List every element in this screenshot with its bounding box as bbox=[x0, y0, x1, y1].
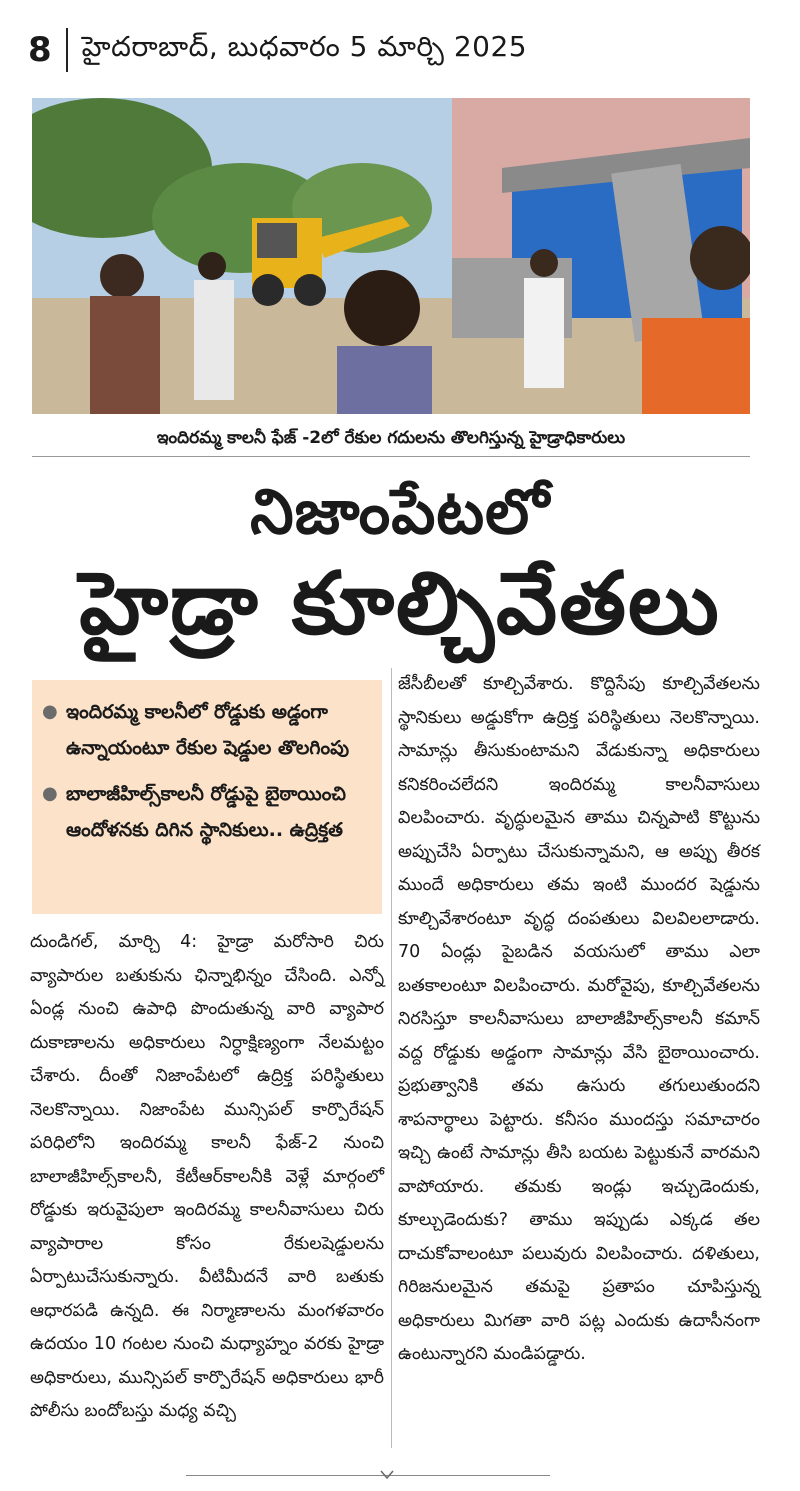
highlights-box bbox=[32, 680, 382, 914]
photo-caption: ఇందిరమ్మ కాలనీ ఫేజ్ -2లో రేకుల గదులను తొలగిస్తున్న హైడ్రాధికారులు bbox=[32, 420, 750, 457]
bullet-icon: ● bbox=[42, 783, 58, 804]
bullet-icon: ● bbox=[42, 701, 58, 722]
news-photo bbox=[32, 98, 750, 414]
column-divider bbox=[391, 668, 392, 1448]
headline-line-1: నిజాంపేటలో bbox=[250, 475, 550, 548]
article-right-column: జేసీబీలతో కూల్చివేశారు. కొద్దిసేపు కూల్చివేతలను స్థానికులు అడ్డుకోగా ఉద్రిక్త పరిస్థితులు నెలకొన్నాయి. సామాన్లు తీసుకుంటామని వేడుకున్నా అధికారులు కనికరించలేదని ఇందిరమ్మ కాలనీవాసులు విలపించారు. వృద్ధులమైన తాము చిన్నపాటి కొట్టును అప్పుచేసి ఏర్పాటు చేసుకున్నామని, ఆ అప్పు తీరక ముందే అధికారులు తమ ఇంటి ముందర షెడ్డును కూల్చివేశారంటూ వృద్ధ దంపతులు విలవిలలాడారు. 70 ఏండ్లు పైబడిన వయసులో తాము ఎలా బతకాలంటూ విలపించారు. మరోవైపు, కూల్చివేతలను నిరసిస్తూ కాలనీవాసులు బాలాజీహిల్స్‌కాలనీ కమాన్ వద్ద రోడ్డుకు అడ్డంగా సామాన్లు వేసి బైఠాయించారు. ప్రభుత్వానికి తమ ఉసురు తగులుతుందని శాపనార్థాలు పెట్టారు. కనీసం ముందస్తు సమాచారం ఇచ్చి ఉంటే సామాన్లు తీసి బయట పెట్టుకునే వారమని వాపోయారు. తమకు ఇండ్లు ఇచ్చుడెందుకు, కూల్చుడెందుకు? తాము ఇప్పుడు ఎక్కడ తల దాచుకోవాలంటూ పలువురు విలపించారు. దళితులు, గిరిజనులమైన తమపై ప్రతాపం చూపిస్తున్న అధికారులు మిగతా వారి పట్ల ఎందుకు ఉదాసీనంగా ఉంటున్నారని మండిపడ్డారు. bbox=[398, 674, 760, 1364]
highlight-text: బాలాజీహిల్స్‌కాలనీ రోడ్డుపై బైఠాయించి ఆందోళనకు దిగిన స్థానికులు.. ఉద్రిక్తత bbox=[66, 783, 346, 841]
chevron-down-icon bbox=[380, 1468, 394, 1482]
page-header bbox=[28, 22, 772, 78]
article-left-column: దుండిగల్, మార్చి 4: హైడ్రా మరోసారి చిరు వ్యాపారుల బతుకును ఛిన్నాభిన్నం చేసింది. ఎన్నో ఏండ్ల నుంచి ఉపాధి పొందుతున్న వారి వ్యాపార దుకాణాలను అధికారులు నిర్ధాక్షిణ్యంగా నేలమట్టం చేశారు. దీంతో నిజాంపేటలో ఉద్రిక్త పరిస్థితులు నెలకొన్నాయి. నిజాంపేట మున్సిపల్ కార్పొరేషన్ పరిధిలోని ఇందిరమ్మ కాలనీ ఫేజ్-2 నుంచి బాలాజీహిల్స్‌కాలనీ, కేటీఆర్‌కాలనీకి వెళ్లే మార్గంలో రోడ్డుకు ఇరువైపులా ఇందిరమ్మ కాలనీవాసులు చిరు వ్యాపారాల కోసం రేకులషెడ్డులను ఏర్పాటుచేసుకున్నారు. వీటిమీదనే వారి బతుకు ఆధారపడి ఉన్నది. ఈ నిర్మాణాలను మంగళవారం ఉదయం 10 గంటల నుంచి మధ్యాహ్నం వరకు హైడ్రా అధికారులు, మున్సిపల్ కార్పొరేషన్ అధికారులు భారీ పోలీసు బందోబస్తు మధ్య వచ్చి bbox=[30, 932, 384, 1421]
page-number: 8 bbox=[28, 30, 52, 70]
highlight-item bbox=[42, 776, 372, 848]
header-divider bbox=[66, 28, 68, 72]
highlight-text: ఇందిరమ్మ కాలనీలో రోడ్డుకు అడ్డంగా ఉన్నాయంటూ రేకుల షెడ్డుల తొలగింపు bbox=[66, 701, 350, 759]
dateline: హైదరాబాద్, బుధవారం 5 మార్చి 2025 bbox=[81, 30, 528, 63]
bottom-rule bbox=[186, 1475, 550, 1476]
headline-line-2: హైడ్రా కూల్చివేతలు bbox=[79, 554, 721, 654]
highlight-item bbox=[42, 694, 372, 766]
